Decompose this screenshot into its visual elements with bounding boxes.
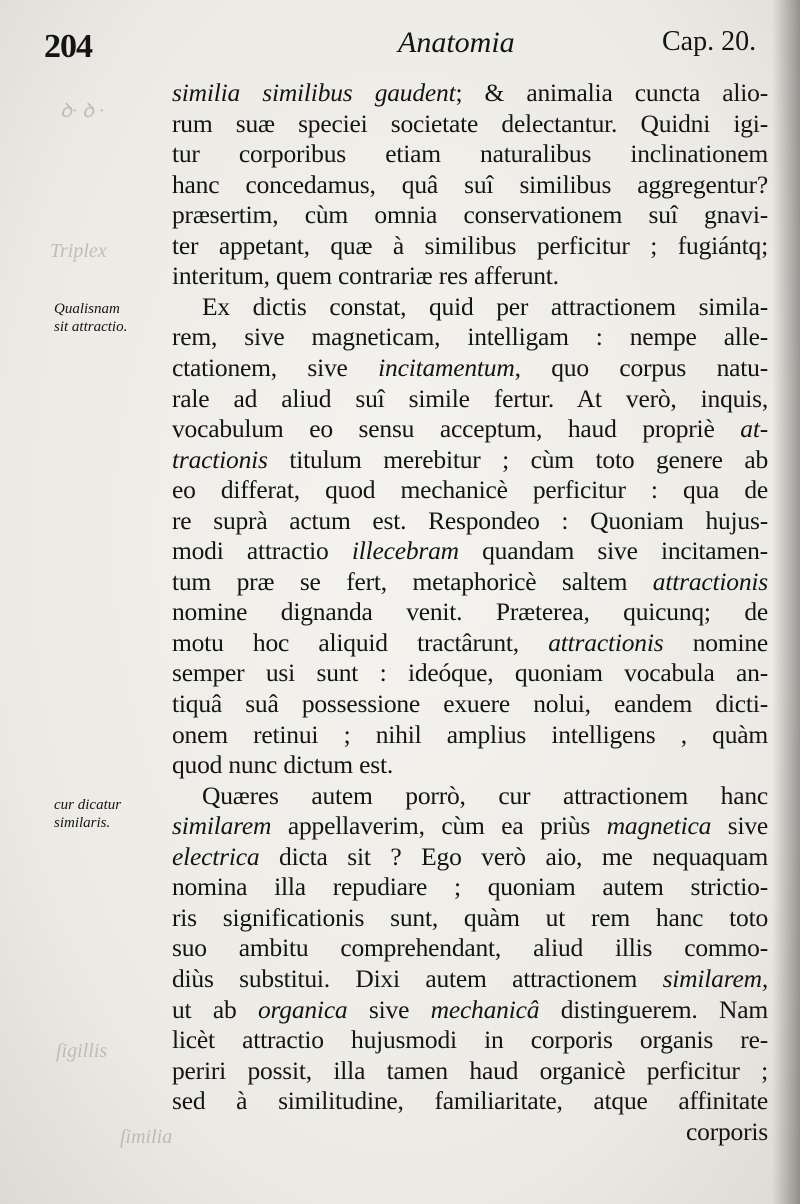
text-span: semper usi sunt : ideóque, quoniam vocabula an- xyxy=(172,658,768,688)
text-line xyxy=(172,445,768,475)
bleed-through-text: ſigillis xyxy=(56,1040,108,1062)
text-span: sive xyxy=(711,811,769,841)
text-span: sive xyxy=(347,994,431,1024)
text-span: nomina illa repudiare ; quoniam autem strictio- xyxy=(172,872,768,902)
text-span: diùs substitui. Dixi autem attractionem xyxy=(172,963,663,993)
page-number: 204 xyxy=(44,28,92,65)
text-line xyxy=(172,322,768,352)
text-line xyxy=(172,536,768,566)
text-span: re suprà actum est. Respondeo : Quoniam hujus- xyxy=(172,505,768,535)
text-span: appellaverim, cùm ea priùs xyxy=(271,811,607,841)
text-span: rum suæ speciei societate delectantur. Quidni igi- xyxy=(172,108,768,138)
italic-text: tractionis xyxy=(172,444,268,474)
bleed-through-text: ſimilia xyxy=(120,1126,173,1148)
text-line xyxy=(172,781,768,811)
text-line xyxy=(172,903,768,933)
margin-note-line: Qualisnam xyxy=(54,301,120,317)
text-line xyxy=(172,200,768,230)
page-edge-shadow xyxy=(772,0,800,1204)
running-title: Anatomia xyxy=(398,26,515,59)
text-line xyxy=(172,872,768,902)
text-span: ; & animalia cuncta alio- xyxy=(455,78,769,107)
text-span: licèt attractio hujusmodi in corporis organis re- xyxy=(172,1025,768,1055)
italic-text: illecebram xyxy=(351,536,459,566)
italic-text: similarem, xyxy=(662,963,768,993)
text-line xyxy=(172,628,768,658)
text-line xyxy=(172,231,768,261)
margin-note-line: cur dicatur xyxy=(54,797,122,813)
text-line xyxy=(172,842,768,872)
text-line xyxy=(172,1025,768,1055)
text-line xyxy=(172,750,768,780)
text-line xyxy=(172,170,768,200)
text-span: periri possit, illa tamen haud organicè perficitur ; xyxy=(172,1055,768,1085)
text-line xyxy=(172,658,768,688)
text-span: rem, sive magneticam, intelligam : nempe alle- xyxy=(172,322,768,352)
italic-text: attractionis xyxy=(652,566,768,596)
margin-note-line: sit attractio. xyxy=(54,319,128,335)
italic-text: electrica xyxy=(172,841,260,871)
text-span: præsertim, cùm omnia conservationem suî gnavi- xyxy=(172,200,768,230)
text-span: Quæres autem porrò, cur attractionem hanc xyxy=(202,780,768,810)
text-line xyxy=(172,933,768,963)
margin-note xyxy=(54,796,166,832)
text-span: Ex dictis constat, quid per attractionem simila- xyxy=(202,291,768,321)
text-span: corporis xyxy=(686,1116,768,1146)
text-span: tiquâ suâ possessione exuere nolui, eandem dicti- xyxy=(172,689,768,718)
text-span: quandam sive incitamen- xyxy=(458,536,768,566)
text-line xyxy=(172,1117,768,1147)
text-line xyxy=(172,506,768,536)
text-span: onem retinui ; nihil amplius intelligens , quàm xyxy=(172,719,768,749)
italic-text: similia similibus gaudent xyxy=(172,78,456,107)
text-span: ris significationis sunt, quàm ut rem hanc toto xyxy=(172,902,768,932)
italic-text: organica xyxy=(257,994,348,1024)
italic-text: at- xyxy=(740,414,768,444)
italic-text: magnetica xyxy=(606,811,712,841)
text-line xyxy=(172,139,768,169)
text-span: , quo corpus natu- xyxy=(514,352,768,382)
italic-text: similarem xyxy=(172,811,272,841)
running-head xyxy=(0,0,800,80)
text-line xyxy=(172,689,768,719)
italic-text: incitamentum xyxy=(378,352,515,382)
text-span: distinguerem. Nam xyxy=(539,994,768,1024)
text-span: eo differat, quod mechanicè perficitur : qua de xyxy=(172,475,768,505)
text-line xyxy=(172,475,768,505)
italic-text: mechanicâ xyxy=(430,994,540,1024)
text-line xyxy=(172,995,768,1025)
text-span: tum præ se fert, metaphoricè saltem xyxy=(172,566,653,596)
text-span: tur corporibus etiam naturalibus inclinationem xyxy=(172,139,768,169)
text-line xyxy=(172,1056,768,1086)
text-span: nomine xyxy=(663,627,769,657)
text-line xyxy=(172,414,768,444)
text-span: sed à similitudine, familiaritate, atque affinitate xyxy=(172,1086,768,1116)
text-line xyxy=(172,964,768,994)
text-line xyxy=(172,353,768,383)
text-span: ctationem, sive xyxy=(172,352,379,382)
text-line xyxy=(172,292,768,322)
text-line xyxy=(172,1086,768,1116)
text-line xyxy=(172,78,768,108)
text-span: dicta sit ? Ego verò aio, me nequaquam xyxy=(259,841,768,871)
margin-note-line: similaris. xyxy=(54,815,111,831)
chapter-label: Cap. 20. xyxy=(662,26,757,57)
text-line xyxy=(172,261,768,291)
text-span: interitum, quem contrariæ res afferunt. xyxy=(172,261,559,291)
text-line xyxy=(172,109,768,139)
text-line xyxy=(172,720,768,750)
text-line xyxy=(172,384,768,414)
text-span: ut ab xyxy=(172,994,258,1024)
text-span: rale ad aliud suî simile fertur. At verò, inquis, xyxy=(172,383,768,413)
text-span: titulum merebitur ; cùm toto genere ab xyxy=(267,444,768,474)
text-span: quod nunc dictum est. xyxy=(172,750,394,780)
bleed-through-text: Triplex xyxy=(50,240,107,262)
text-span: suo ambitu comprehendant, aliud illis commo- xyxy=(172,933,768,963)
text-span: hanc concedamus, quâ suî similibus aggregentur? xyxy=(172,169,768,199)
text-line xyxy=(172,811,768,841)
bleed-through-text: ꝺ· ꝺ · xyxy=(60,100,104,122)
text-span: ter appetant, quæ à similibus perficitur ; fugiántq; xyxy=(172,230,768,260)
text-line xyxy=(172,597,768,627)
italic-text: attractionis xyxy=(548,627,664,657)
text-span: vocabulum eo sensu acceptum, haud propriè xyxy=(172,414,741,444)
text-span: nomine dignanda venit. Præterea, quicunq; de xyxy=(172,597,768,627)
text-span: motu hoc aliquid tractârunt, xyxy=(172,627,549,657)
margin-note xyxy=(54,300,166,336)
text-line xyxy=(172,567,768,597)
text-span: modi attractio xyxy=(172,536,352,566)
